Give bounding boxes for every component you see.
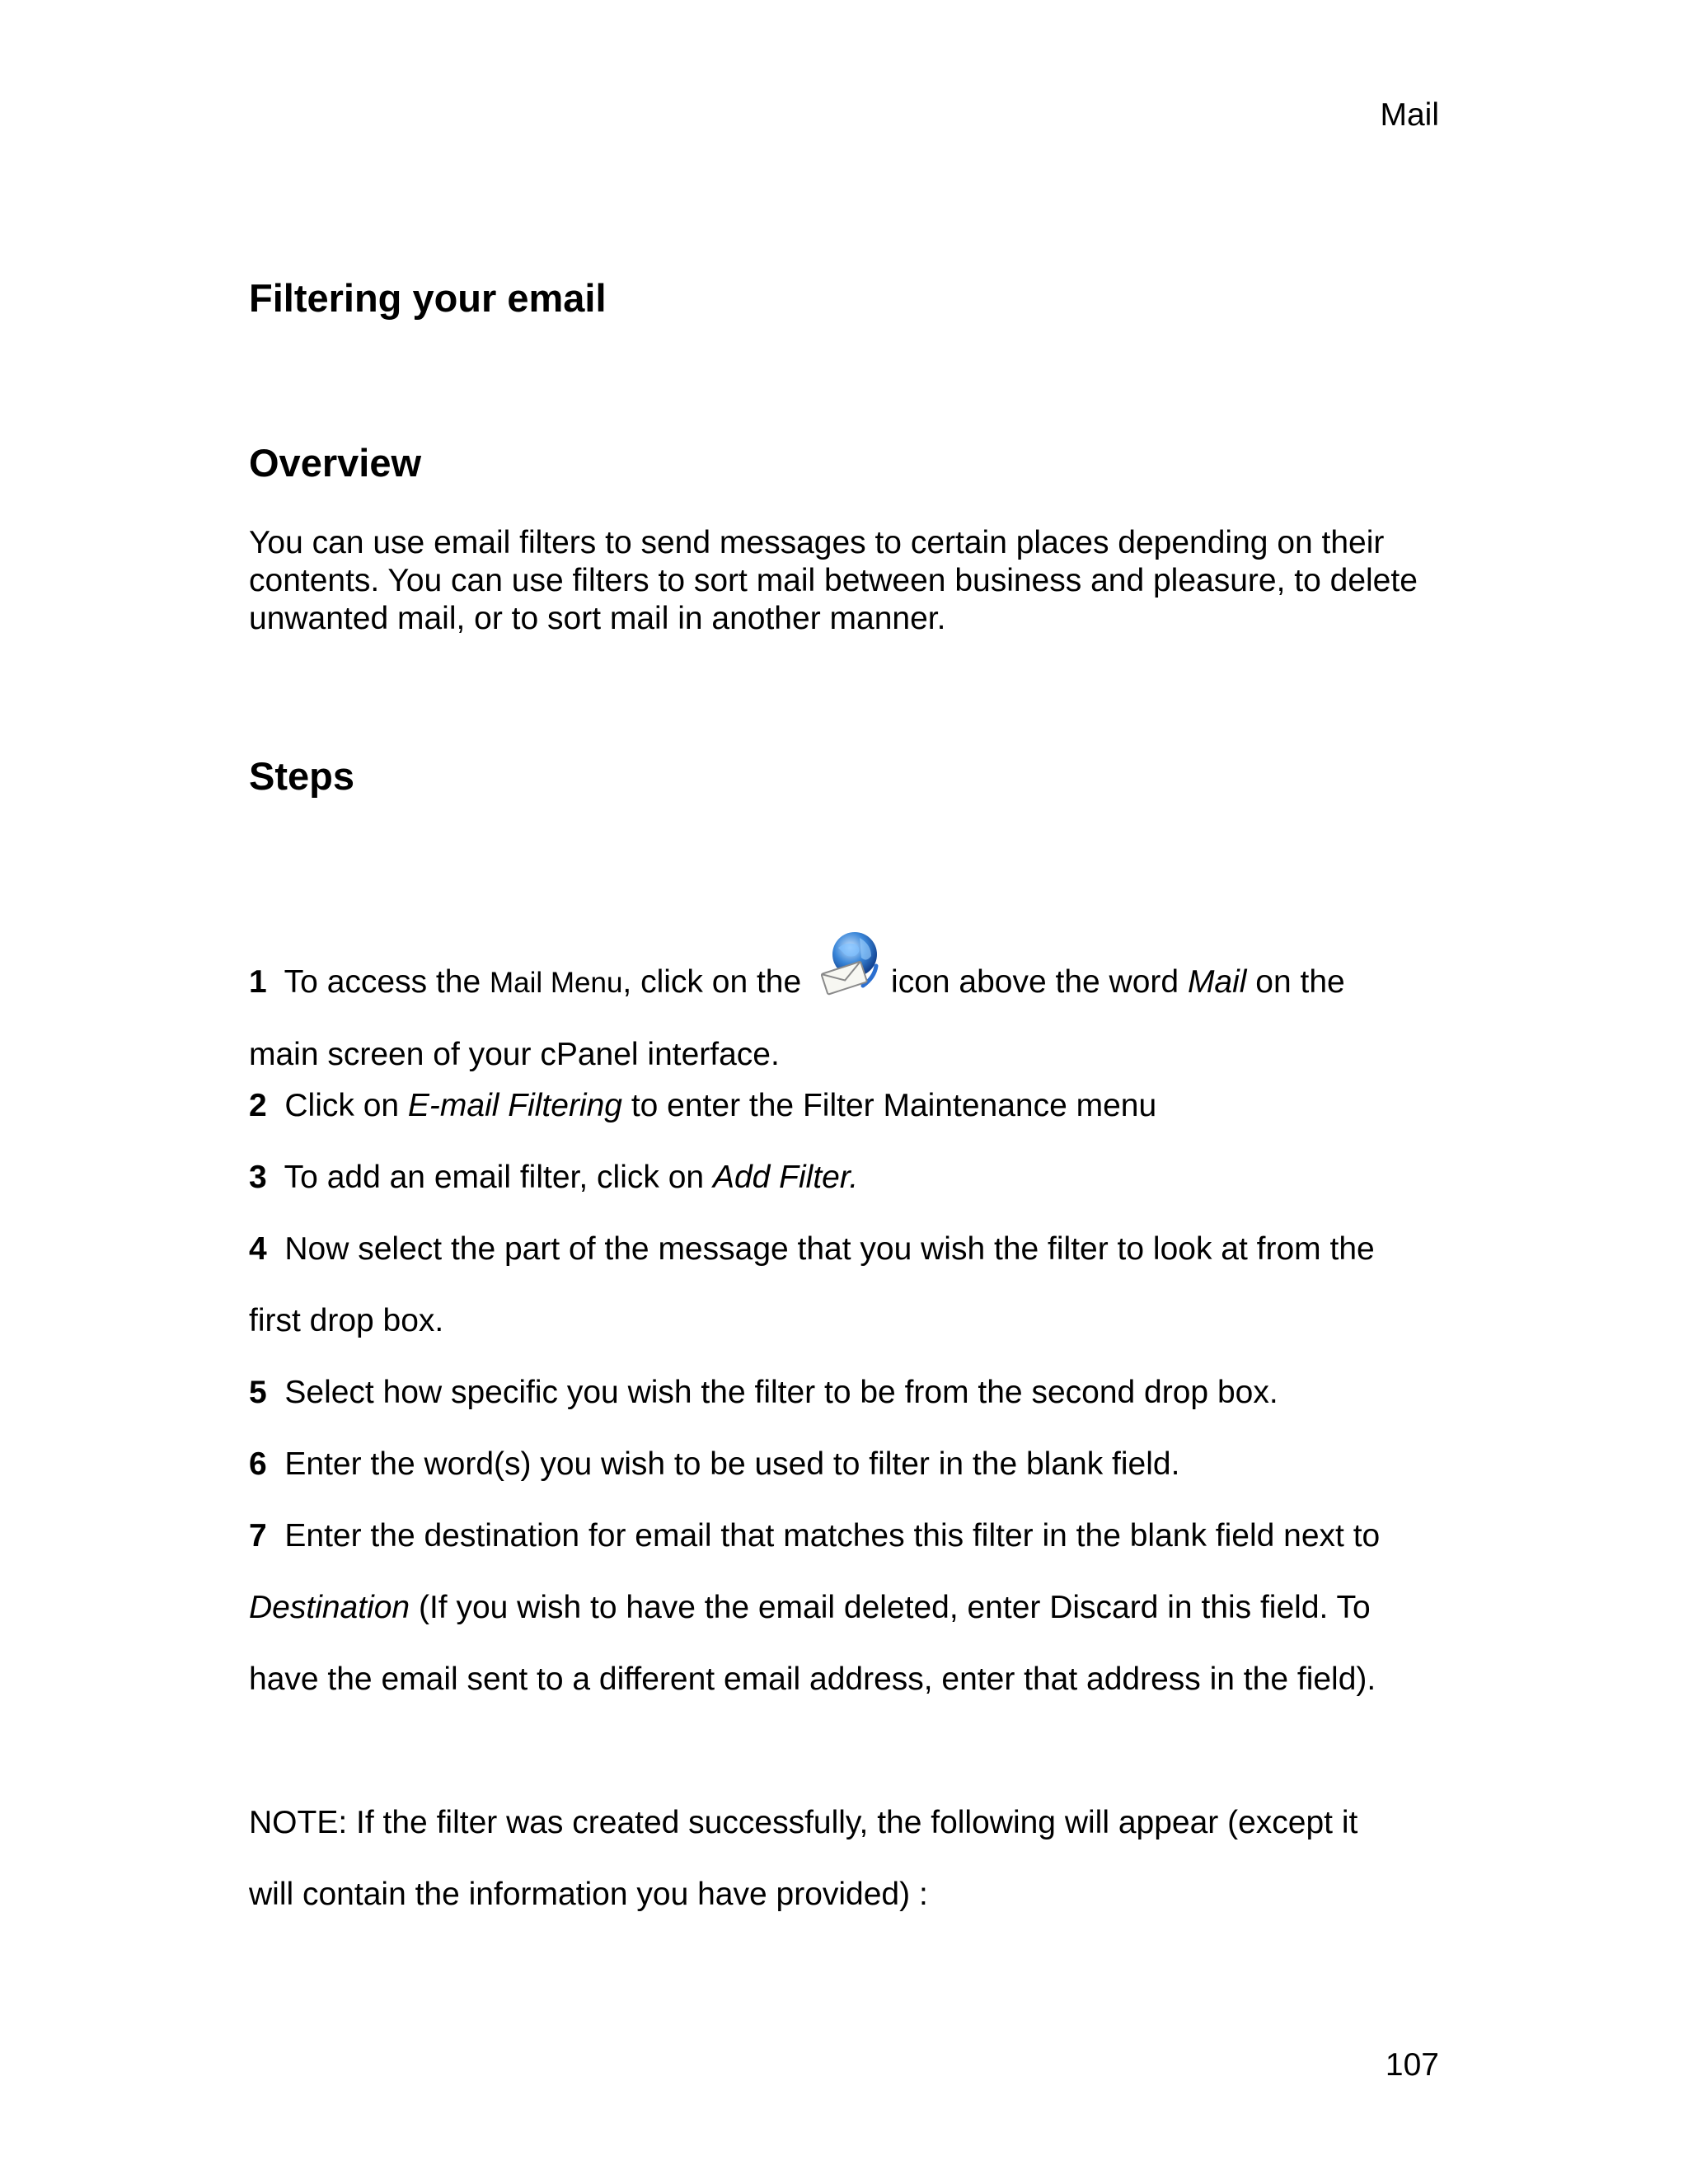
destination-term: Destination: [249, 1590, 410, 1625]
step-3: 3 To add an email filter, click on Add Filter.: [249, 1160, 859, 1195]
step-number: 6: [249, 1446, 267, 1482]
steps-heading: Steps: [249, 754, 354, 798]
mail-menu-label: Mail Menu: [489, 967, 623, 999]
note-paragraph: NOTE: If the filter was created successfully, the following will appear (except it will contain the information you have provided) :: [249, 1805, 1358, 1912]
mail-word: Mail: [1187, 964, 1247, 1000]
step-2: 2 Click on E-mail Filtering to enter the Filter Maintenance menu: [249, 1088, 1157, 1123]
add-filter-term: Add Filter.: [712, 1160, 859, 1195]
overview-heading: Overview: [249, 441, 422, 485]
step-5: 5 Select how specific you wish the filter to be from the second drop box.: [249, 1375, 1278, 1410]
step-number: 2: [249, 1088, 267, 1123]
step-7: 7 Enter the destination for email that matches this filter in the blank field next to Destination (If you wish to have the email deleted, enter Discard in this field. To have the email sent to a different email address, enter that address in the field).: [249, 1518, 1381, 1697]
overview-paragraph: You can use email filters to send messages to certain places depending on their contents. You can use filters to sort mail between business and pleasure, to delete unwanted mail, or to sort mail in another manner.: [249, 525, 1418, 636]
step-6: 6 Enter the word(s) you wish to be used to filter in the blank field.: [249, 1446, 1180, 1482]
step-4: 4 Now select the part of the message that you wish the filter to look at from the first drop box.: [249, 1231, 1375, 1338]
step-number: 7: [249, 1518, 267, 1554]
mail-icon[interactable]: [814, 926, 886, 999]
step-1: 1 To access the Mail Menu, click on the icon above the word Mail on the main screen of your cPanel interface.: [249, 926, 1452, 1090]
page-title: Filtering your email: [249, 276, 607, 320]
running-header: Mail: [1380, 97, 1439, 133]
step-number: 5: [249, 1375, 267, 1410]
step-number: 3: [249, 1160, 267, 1195]
page-number: 107: [1385, 2047, 1439, 2083]
step-number: 1: [249, 964, 267, 1000]
email-filtering-term: E-mail Filtering: [407, 1088, 622, 1123]
step-number: 4: [249, 1231, 267, 1267]
